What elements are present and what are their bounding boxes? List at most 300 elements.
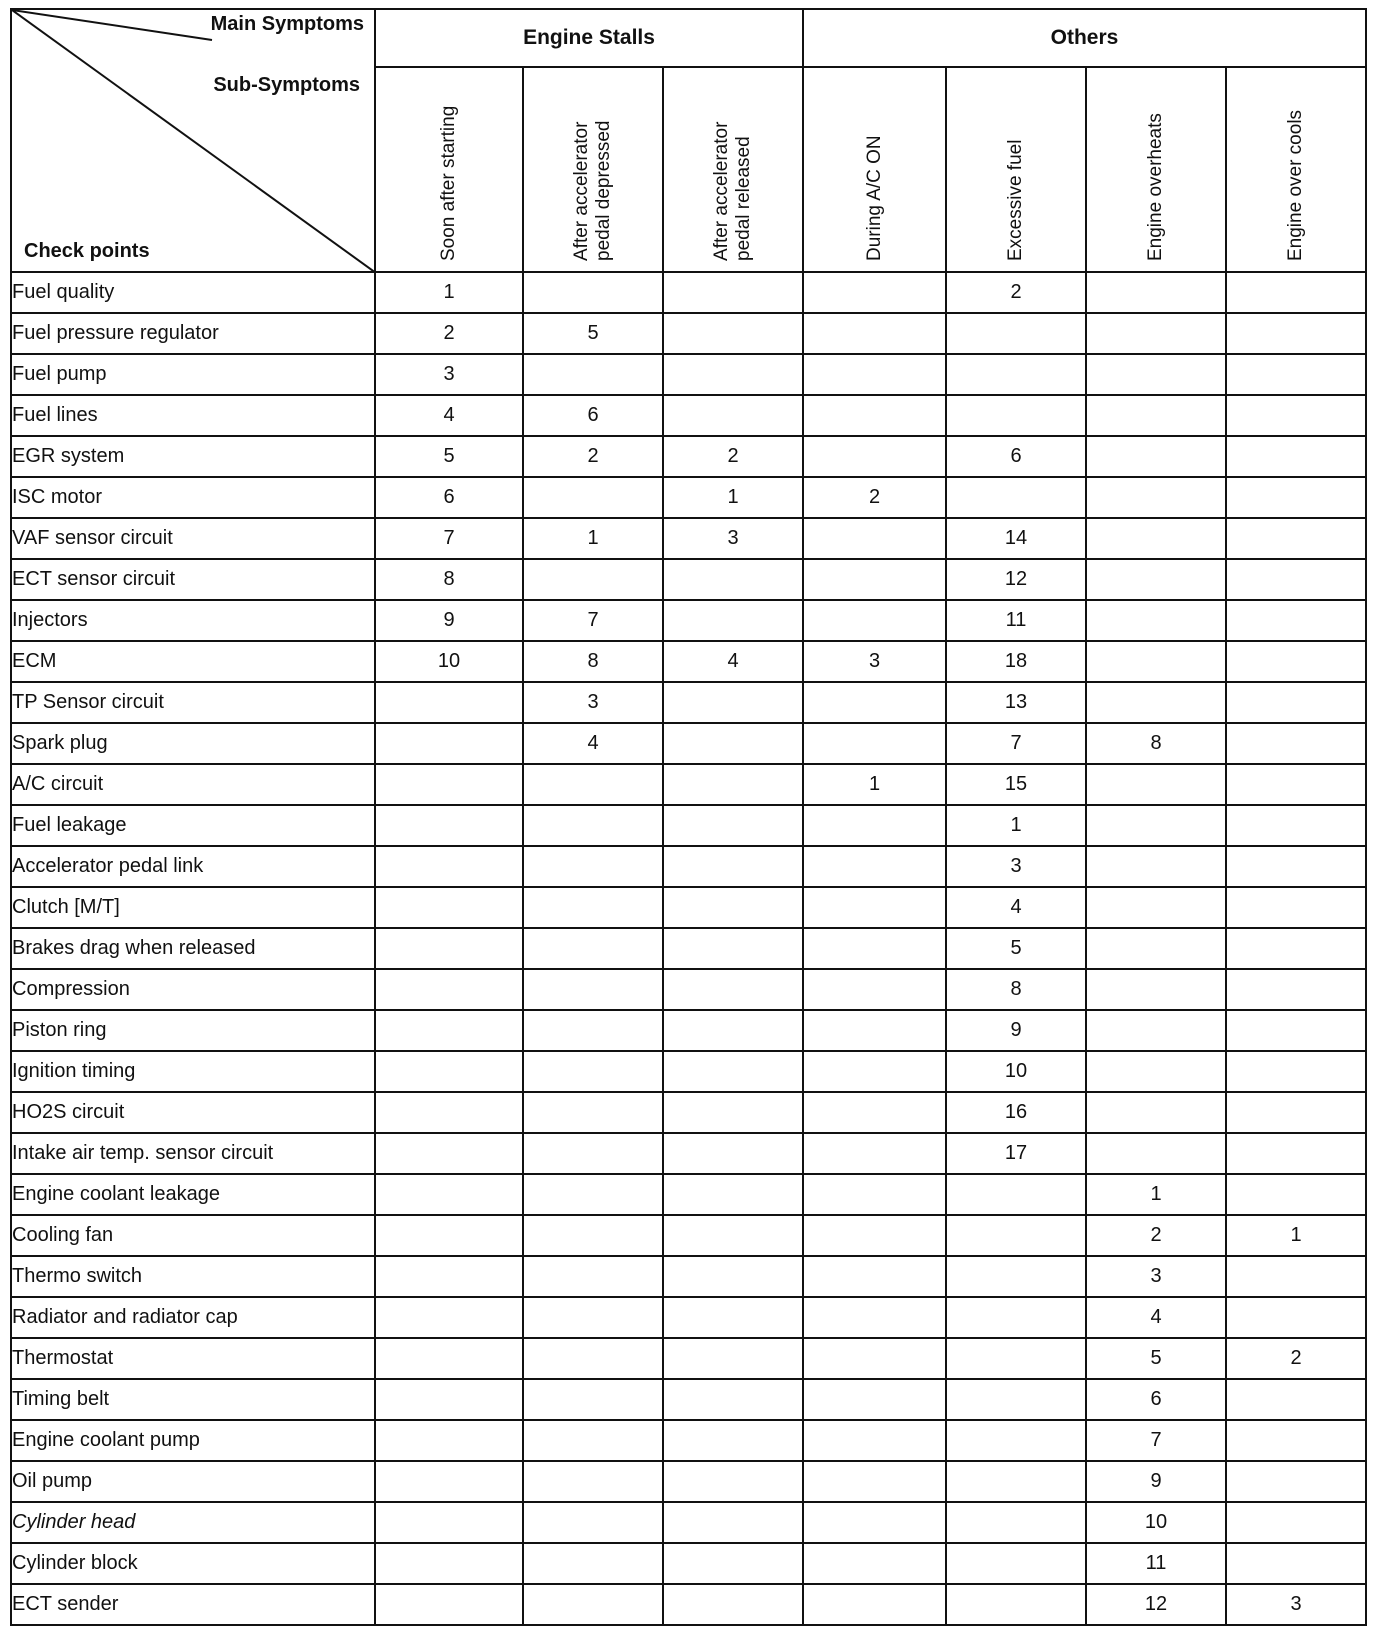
priority-cell <box>663 1297 803 1338</box>
priority-cell <box>1086 1133 1226 1174</box>
priority-cell <box>803 600 946 641</box>
table-row <box>11 477 1366 518</box>
priority-cell <box>663 1051 803 1092</box>
priority-cell <box>1086 354 1226 395</box>
priority-cell <box>1226 272 1366 313</box>
priority-cell <box>375 1584 523 1625</box>
priority-cell: 5 <box>375 436 523 477</box>
priority-cell <box>1226 846 1366 887</box>
checkpoint-label: Thermo switch <box>11 1256 375 1297</box>
checkpoint-label: Thermostat <box>11 1338 375 1379</box>
priority-cell: 1 <box>663 477 803 518</box>
priority-cell <box>375 682 523 723</box>
priority-cell <box>523 1461 663 1502</box>
priority-cell: 1 <box>1226 1215 1366 1256</box>
table-row <box>11 1420 1366 1461</box>
priority-cell <box>1226 477 1366 518</box>
priority-cell: 13 <box>946 682 1086 723</box>
table-row <box>11 1297 1366 1338</box>
priority-cell <box>946 477 1086 518</box>
priority-cell <box>946 313 1086 354</box>
column-header <box>1086 67 1226 272</box>
table-row <box>11 846 1366 887</box>
column-label: Engine overheats <box>1145 113 1166 261</box>
table-row <box>11 928 1366 969</box>
priority-cell <box>1086 641 1226 682</box>
priority-cell <box>803 1338 946 1379</box>
priority-cell <box>523 1133 663 1174</box>
column-header <box>523 67 663 272</box>
priority-cell <box>1086 477 1226 518</box>
checkpoint-label: Piston ring <box>11 1010 375 1051</box>
priority-cell: 6 <box>946 436 1086 477</box>
priority-cell: 7 <box>523 600 663 641</box>
priority-cell <box>803 805 946 846</box>
priority-cell <box>946 354 1086 395</box>
priority-cell <box>663 969 803 1010</box>
priority-cell <box>663 1338 803 1379</box>
priority-cell <box>1086 1092 1226 1133</box>
priority-cell <box>523 1051 663 1092</box>
priority-cell <box>803 272 946 313</box>
priority-cell: 10 <box>946 1051 1086 1092</box>
priority-cell: 1 <box>523 518 663 559</box>
priority-cell: 9 <box>946 1010 1086 1051</box>
priority-cell: 2 <box>1226 1338 1366 1379</box>
priority-cell: 12 <box>1086 1584 1226 1625</box>
priority-cell <box>946 1297 1086 1338</box>
priority-cell <box>375 1010 523 1051</box>
priority-cell <box>663 1420 803 1461</box>
group-engine-stalls: Engine Stalls <box>375 9 803 67</box>
priority-cell <box>523 1010 663 1051</box>
priority-cell: 3 <box>1226 1584 1366 1625</box>
symptom-checkpoint-table <box>10 8 1367 1626</box>
priority-cell <box>803 1256 946 1297</box>
header-row-groups <box>11 9 1366 67</box>
priority-cell <box>803 1461 946 1502</box>
priority-cell <box>1226 518 1366 559</box>
table-row <box>11 682 1366 723</box>
priority-cell <box>375 723 523 764</box>
priority-cell <box>1226 395 1366 436</box>
priority-cell <box>803 1420 946 1461</box>
priority-cell <box>1226 969 1366 1010</box>
priority-cell: 3 <box>663 518 803 559</box>
priority-cell: 18 <box>946 641 1086 682</box>
column-header <box>663 67 803 272</box>
priority-cell <box>946 1256 1086 1297</box>
checkpoint-label: Cylinder block <box>11 1543 375 1584</box>
table-row <box>11 1543 1366 1584</box>
priority-cell <box>523 559 663 600</box>
table-row <box>11 272 1366 313</box>
diagonal-lines <box>12 10 376 273</box>
table-row <box>11 1215 1366 1256</box>
priority-cell: 3 <box>803 641 946 682</box>
priority-cell <box>663 928 803 969</box>
priority-cell <box>1086 805 1226 846</box>
priority-cell <box>946 1379 1086 1420</box>
priority-cell <box>1226 354 1366 395</box>
priority-cell <box>803 1174 946 1215</box>
priority-cell: 6 <box>523 395 663 436</box>
checkpoint-label: Brakes drag when released <box>11 928 375 969</box>
priority-cell: 12 <box>946 559 1086 600</box>
priority-cell <box>375 1297 523 1338</box>
priority-cell <box>803 436 946 477</box>
priority-cell: 8 <box>375 559 523 600</box>
priority-cell <box>523 1420 663 1461</box>
diagnosis-chart <box>10 8 1367 1626</box>
corner-cell <box>11 9 375 272</box>
priority-cell <box>946 1338 1086 1379</box>
priority-cell: 5 <box>1086 1338 1226 1379</box>
priority-cell <box>375 1051 523 1092</box>
column-label: Excessive fuel <box>1005 139 1026 261</box>
checkpoint-label: Compression <box>11 969 375 1010</box>
priority-cell <box>803 395 946 436</box>
priority-cell: 4 <box>1086 1297 1226 1338</box>
priority-cell <box>663 1256 803 1297</box>
priority-cell <box>803 354 946 395</box>
checkpoint-label: ISC motor <box>11 477 375 518</box>
table-row <box>11 1092 1366 1133</box>
priority-cell <box>1226 805 1366 846</box>
priority-cell: 6 <box>375 477 523 518</box>
checkpoint-label: Fuel pressure regulator <box>11 313 375 354</box>
priority-cell: 3 <box>375 354 523 395</box>
priority-cell <box>523 969 663 1010</box>
priority-cell <box>663 1215 803 1256</box>
priority-cell <box>803 313 946 354</box>
column-label: Engine over cools <box>1285 109 1306 261</box>
priority-cell <box>1226 1502 1366 1543</box>
priority-cell <box>523 928 663 969</box>
priority-cell <box>803 1543 946 1584</box>
checkpoint-label: Engine coolant pump <box>11 1420 375 1461</box>
checkpoint-label: Fuel leakage <box>11 805 375 846</box>
checkpoint-label: Clutch [M/T] <box>11 887 375 928</box>
priority-cell <box>375 1420 523 1461</box>
priority-cell <box>1226 1379 1366 1420</box>
priority-cell: 8 <box>946 969 1086 1010</box>
priority-cell: 7 <box>375 518 523 559</box>
table-row <box>11 1133 1366 1174</box>
priority-cell <box>523 887 663 928</box>
priority-cell: 4 <box>523 723 663 764</box>
priority-cell: 1 <box>375 272 523 313</box>
priority-cell <box>663 805 803 846</box>
priority-cell: 5 <box>523 313 663 354</box>
priority-cell <box>1086 764 1226 805</box>
priority-cell <box>375 1256 523 1297</box>
column-label: After accelerator pedal depressed <box>571 120 614 261</box>
priority-cell: 3 <box>1086 1256 1226 1297</box>
table-row <box>11 1051 1366 1092</box>
checkpoint-label: VAF sensor circuit <box>11 518 375 559</box>
main-symptoms-label: Main Symptoms <box>210 13 364 35</box>
priority-cell <box>1086 887 1226 928</box>
table-body <box>11 272 1366 1625</box>
checkpoint-label: A/C circuit <box>11 764 375 805</box>
table-row <box>11 1461 1366 1502</box>
priority-cell <box>663 1133 803 1174</box>
column-header <box>1226 67 1366 272</box>
priority-cell <box>1086 518 1226 559</box>
priority-cell <box>946 1584 1086 1625</box>
priority-cell: 11 <box>1086 1543 1226 1584</box>
priority-cell: 10 <box>375 641 523 682</box>
priority-cell <box>523 1256 663 1297</box>
checkpoint-label: Intake air temp. sensor circuit <box>11 1133 375 1174</box>
checkpoint-label: HO2S circuit <box>11 1092 375 1133</box>
priority-cell <box>803 559 946 600</box>
priority-cell: 2 <box>375 313 523 354</box>
table-row <box>11 805 1366 846</box>
checkpoint-label: ECT sender <box>11 1584 375 1625</box>
priority-cell <box>1086 395 1226 436</box>
checkpoint-label: Fuel pump <box>11 354 375 395</box>
table-row <box>11 723 1366 764</box>
column-header <box>375 67 523 272</box>
priority-cell <box>523 1297 663 1338</box>
priority-cell <box>1086 272 1226 313</box>
checkpoint-label: Cooling fan <box>11 1215 375 1256</box>
table-row <box>11 1174 1366 1215</box>
priority-cell <box>946 1502 1086 1543</box>
sub-symptoms-label: Sub-Symptoms <box>213 74 360 96</box>
priority-cell <box>803 723 946 764</box>
priority-cell <box>663 1010 803 1051</box>
priority-cell <box>803 1215 946 1256</box>
table-row <box>11 1010 1366 1051</box>
priority-cell <box>1226 1461 1366 1502</box>
priority-cell <box>663 887 803 928</box>
priority-cell <box>1226 436 1366 477</box>
priority-cell <box>375 928 523 969</box>
priority-cell <box>375 1461 523 1502</box>
priority-cell <box>1086 600 1226 641</box>
checkpoint-label: TP Sensor circuit <box>11 682 375 723</box>
priority-cell <box>663 395 803 436</box>
priority-cell: 4 <box>663 641 803 682</box>
priority-cell <box>375 1379 523 1420</box>
priority-cell <box>1226 1297 1366 1338</box>
priority-cell: 9 <box>1086 1461 1226 1502</box>
priority-cell: 8 <box>1086 723 1226 764</box>
priority-cell <box>1226 887 1366 928</box>
priority-cell: 1 <box>803 764 946 805</box>
checkpoint-label: Fuel lines <box>11 395 375 436</box>
priority-cell: 9 <box>375 600 523 641</box>
priority-cell <box>663 682 803 723</box>
table-row <box>11 1338 1366 1379</box>
priority-cell <box>375 887 523 928</box>
priority-cell: 7 <box>946 723 1086 764</box>
priority-cell <box>1226 764 1366 805</box>
priority-cell: 15 <box>946 764 1086 805</box>
priority-cell <box>1086 1010 1226 1051</box>
priority-cell <box>803 1502 946 1543</box>
group-others: Others <box>803 9 1366 67</box>
checkpoint-label: ECM <box>11 641 375 682</box>
priority-cell <box>523 846 663 887</box>
priority-cell <box>663 1584 803 1625</box>
priority-cell <box>663 600 803 641</box>
priority-cell <box>946 395 1086 436</box>
priority-cell <box>946 1543 1086 1584</box>
checkpoint-label: Ignition timing <box>11 1051 375 1092</box>
checkpoint-label: Cylinder head <box>11 1502 375 1543</box>
priority-cell <box>375 1502 523 1543</box>
priority-cell <box>803 969 946 1010</box>
priority-cell <box>375 969 523 1010</box>
priority-cell <box>663 1174 803 1215</box>
priority-cell <box>1226 1010 1366 1051</box>
priority-cell <box>946 1215 1086 1256</box>
priority-cell <box>375 1092 523 1133</box>
priority-cell: 14 <box>946 518 1086 559</box>
priority-cell <box>803 1297 946 1338</box>
checkpoint-label: Accelerator pedal link <box>11 846 375 887</box>
priority-cell: 8 <box>523 641 663 682</box>
priority-cell <box>803 887 946 928</box>
priority-cell <box>803 1379 946 1420</box>
table-row <box>11 641 1366 682</box>
priority-cell <box>803 928 946 969</box>
table-row <box>11 313 1366 354</box>
priority-cell <box>375 805 523 846</box>
priority-cell <box>1226 723 1366 764</box>
table-row <box>11 764 1366 805</box>
priority-cell <box>946 1174 1086 1215</box>
priority-cell <box>663 354 803 395</box>
table-row <box>11 969 1366 1010</box>
priority-cell <box>523 1543 663 1584</box>
priority-cell <box>523 1215 663 1256</box>
priority-cell <box>375 1215 523 1256</box>
priority-cell <box>1086 436 1226 477</box>
priority-cell <box>375 1174 523 1215</box>
priority-cell: 4 <box>375 395 523 436</box>
priority-cell <box>1086 682 1226 723</box>
priority-cell: 2 <box>523 436 663 477</box>
priority-cell <box>663 846 803 887</box>
priority-cell <box>1226 559 1366 600</box>
table-row <box>11 600 1366 641</box>
priority-cell <box>663 1502 803 1543</box>
priority-cell <box>663 1092 803 1133</box>
checkpoint-label: Spark plug <box>11 723 375 764</box>
priority-cell <box>1226 1133 1366 1174</box>
priority-cell <box>1086 313 1226 354</box>
priority-cell <box>803 1010 946 1051</box>
table-row <box>11 395 1366 436</box>
priority-cell <box>1226 1420 1366 1461</box>
priority-cell <box>1226 313 1366 354</box>
column-header <box>946 67 1086 272</box>
priority-cell <box>523 1584 663 1625</box>
column-label: After accelerator pedal released <box>711 121 754 261</box>
priority-cell <box>663 764 803 805</box>
priority-cell <box>1086 1051 1226 1092</box>
priority-cell <box>523 272 663 313</box>
priority-cell: 7 <box>1086 1420 1226 1461</box>
table-row <box>11 354 1366 395</box>
priority-cell <box>1226 682 1366 723</box>
priority-cell <box>803 1092 946 1133</box>
checkpoint-label: Timing belt <box>11 1379 375 1420</box>
checkpoint-label: EGR system <box>11 436 375 477</box>
priority-cell <box>803 846 946 887</box>
checkpoint-label: Radiator and radiator cap <box>11 1297 375 1338</box>
priority-cell: 3 <box>523 682 663 723</box>
priority-cell <box>803 682 946 723</box>
priority-cell <box>1226 1051 1366 1092</box>
priority-cell: 2 <box>946 272 1086 313</box>
priority-cell <box>1226 1543 1366 1584</box>
priority-cell: 10 <box>1086 1502 1226 1543</box>
table-row <box>11 1379 1366 1420</box>
priority-cell <box>1086 846 1226 887</box>
table-row <box>11 1256 1366 1297</box>
priority-cell <box>946 1420 1086 1461</box>
priority-cell <box>1226 1256 1366 1297</box>
priority-cell <box>375 846 523 887</box>
priority-cell <box>663 1543 803 1584</box>
priority-cell <box>1226 600 1366 641</box>
priority-cell <box>663 559 803 600</box>
priority-cell <box>375 764 523 805</box>
checkpoint-label: ECT sensor circuit <box>11 559 375 600</box>
priority-cell: 16 <box>946 1092 1086 1133</box>
priority-cell <box>375 1133 523 1174</box>
priority-cell <box>946 1461 1086 1502</box>
priority-cell <box>375 1338 523 1379</box>
priority-cell <box>523 354 663 395</box>
checkpoint-label: Injectors <box>11 600 375 641</box>
checkpoint-label: Oil pump <box>11 1461 375 1502</box>
priority-cell <box>663 272 803 313</box>
priority-cell <box>663 1379 803 1420</box>
table-row <box>11 1502 1366 1543</box>
priority-cell: 3 <box>946 846 1086 887</box>
column-header <box>803 67 946 272</box>
priority-cell <box>523 1174 663 1215</box>
priority-cell <box>1226 641 1366 682</box>
priority-cell <box>1226 1174 1366 1215</box>
column-label: During A/C ON <box>863 135 885 261</box>
priority-cell <box>523 1092 663 1133</box>
priority-cell: 17 <box>946 1133 1086 1174</box>
table-row <box>11 559 1366 600</box>
priority-cell <box>803 1051 946 1092</box>
priority-cell <box>1086 928 1226 969</box>
priority-cell <box>523 1338 663 1379</box>
table-row <box>11 518 1366 559</box>
table-row <box>11 1584 1366 1625</box>
priority-cell <box>523 1502 663 1543</box>
priority-cell <box>1226 1092 1366 1133</box>
priority-cell <box>1086 559 1226 600</box>
priority-cell: 1 <box>946 805 1086 846</box>
priority-cell <box>803 1584 946 1625</box>
priority-cell <box>523 477 663 518</box>
priority-cell <box>523 764 663 805</box>
priority-cell <box>803 518 946 559</box>
priority-cell: 5 <box>946 928 1086 969</box>
